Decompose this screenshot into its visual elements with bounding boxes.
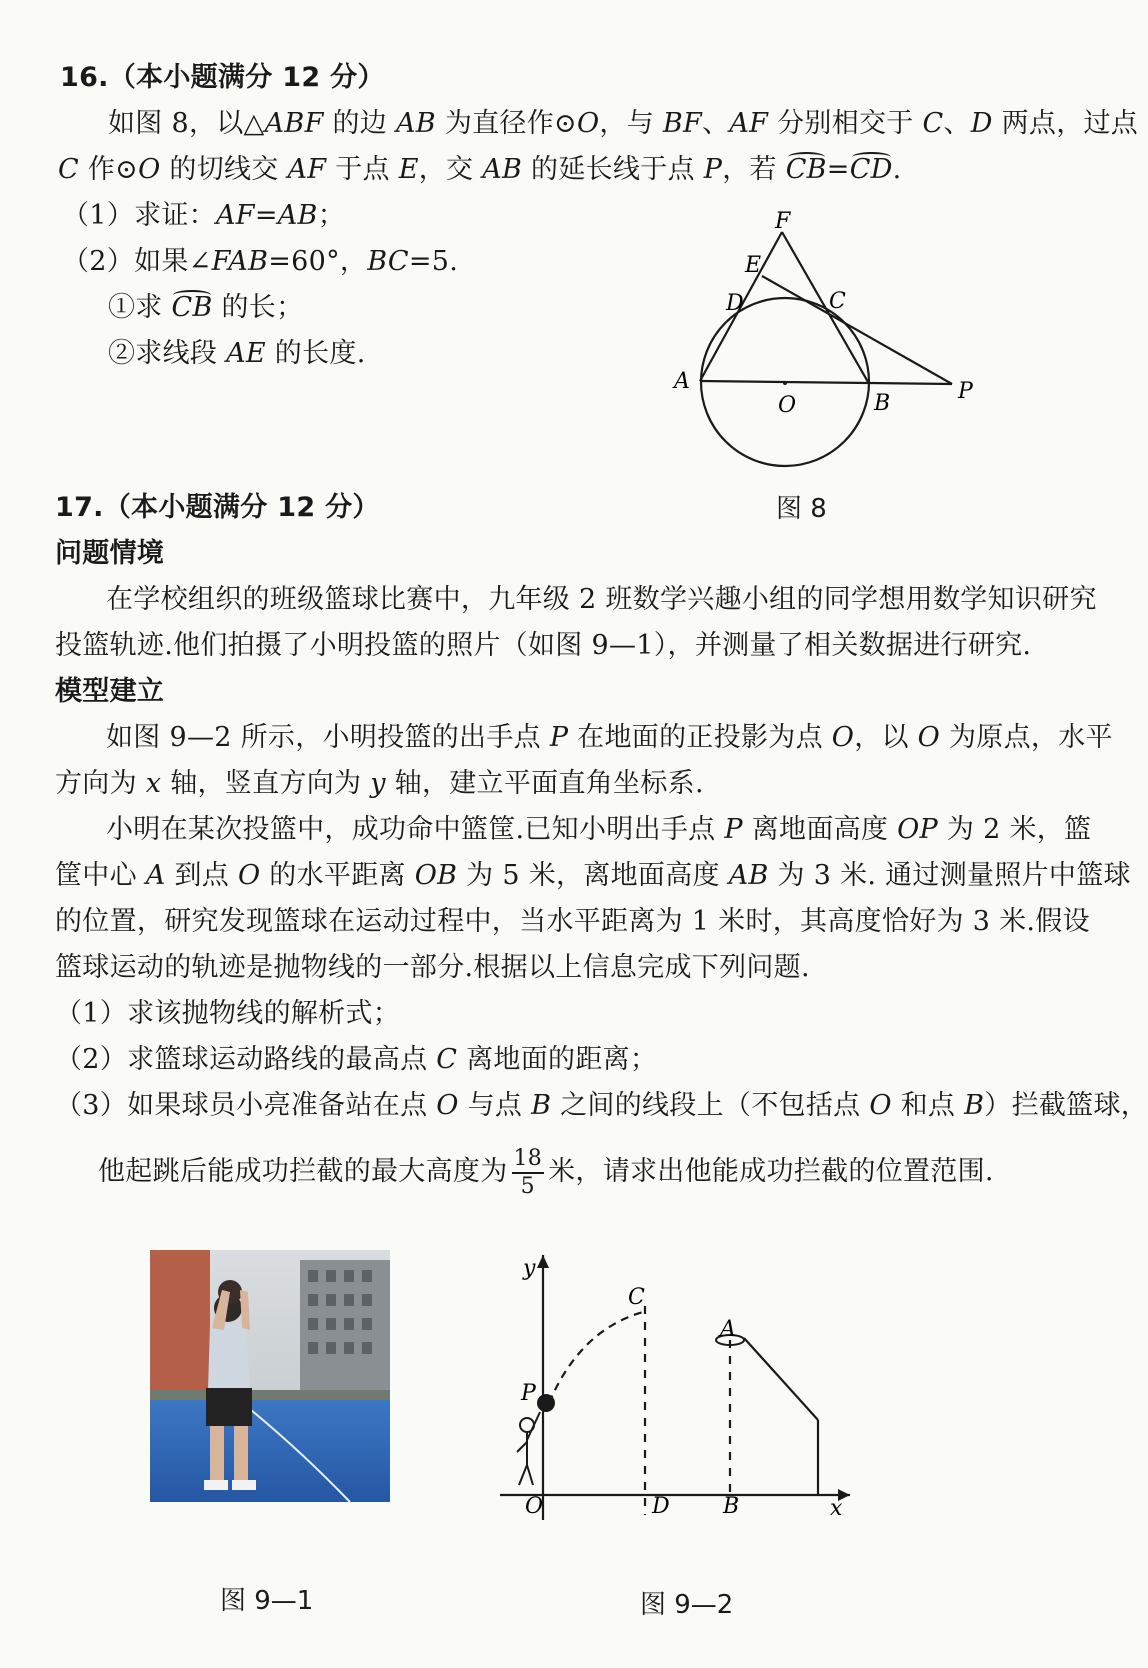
label-x: x <box>830 1496 843 1521</box>
court <box>150 1400 390 1502</box>
label-c: C <box>628 1285 645 1310</box>
var: ABF <box>264 108 324 139</box>
label-e: E <box>745 253 762 278</box>
text: ）拦截篮球， <box>984 1090 1148 1121</box>
label-o: O <box>778 393 797 418</box>
label-b: B <box>874 391 891 416</box>
var: O <box>138 154 161 185</box>
text: 为 2 米，篮 <box>938 814 1092 845</box>
label-y: y <box>523 1256 536 1281</box>
q17-model-line2 <box>55 764 704 804</box>
q17-header: 17.（本小题满分 12 分） <box>55 492 380 523</box>
text: =5. <box>408 246 459 277</box>
label-b: B <box>723 1494 740 1519</box>
label-f: F <box>775 209 791 234</box>
q17-context-line2: 投篮轨迹.他们拍摄了小明投篮的照片（如图 9—1），并测量了相关数据进行研究. <box>55 630 1032 661</box>
var: B <box>964 1090 985 1121</box>
text: 、 <box>702 108 730 139</box>
arc-cb: CB <box>171 288 212 328</box>
var: OB <box>414 860 458 891</box>
stick-figure <box>517 1412 540 1485</box>
arc-cb: CB <box>786 150 827 190</box>
fraction-18-5 <box>512 1146 545 1200</box>
q16-stem-line1 <box>108 104 1138 144</box>
text: （2）如果∠ <box>62 246 212 277</box>
q17-context-line1: 在学校组织的班级篮球比赛中，九年级 2 班数学兴趣小组的同学想用数学知识研究 <box>106 584 1097 615</box>
text: 在地面的正投影为点 <box>568 722 832 753</box>
figure-9-1-caption: 图 9—1 <box>220 1586 314 1616</box>
label-c: C <box>829 289 846 314</box>
figure-8-caption: 图 8 <box>776 494 827 524</box>
q16-part2 <box>62 242 458 282</box>
var: C <box>436 1044 458 1075</box>
center-dot <box>783 381 787 385</box>
text: 他起跳后能成功拦截的最大高度为 <box>98 1156 508 1187</box>
var: D <box>970 108 993 139</box>
q16-header: 16.（本小题满分 12 分） <box>60 62 385 93</box>
var: A <box>145 860 166 891</box>
q17-question1: （1）求该抛物线的解析式； <box>55 998 401 1029</box>
var: O <box>917 722 941 753</box>
text: （2）求篮球运动路线的最高点 <box>55 1044 437 1075</box>
label-a: A <box>720 1317 736 1342</box>
text: 到点 <box>165 860 238 891</box>
text: ②求线段 <box>108 338 227 369</box>
text: ； <box>317 200 345 231</box>
figure-8-diagram <box>660 205 980 465</box>
var: OP <box>897 814 939 845</box>
text: 方向为 <box>55 768 146 799</box>
q16-stem-line2 <box>58 150 902 190</box>
text: 作⊙ <box>78 154 139 185</box>
text: 的边 <box>323 108 396 139</box>
text: 的长； <box>212 292 304 323</box>
var: P <box>703 154 723 185</box>
figure-9-2-diagram <box>500 1245 843 1521</box>
var: AF <box>287 154 327 185</box>
text: = <box>826 154 850 185</box>
var: BC <box>367 246 409 277</box>
text: 的水平距离 <box>260 860 415 891</box>
var: y <box>370 768 386 799</box>
text: 如图 8，以△ <box>108 108 265 139</box>
label-p: P <box>958 379 973 404</box>
q16-part2-2 <box>108 334 366 374</box>
text: 离地面的距离； <box>457 1044 658 1075</box>
var: AF=AB <box>215 200 318 231</box>
text: ，与 <box>599 108 663 139</box>
text: 为 5 米，离地面高度 <box>457 860 729 891</box>
q17-model-line6: 篮球运动的轨迹是抛物线的一部分.根据以上信息完成下列问题. <box>55 952 810 983</box>
q17-question3 <box>55 1086 1148 1126</box>
text: （3）如果球员小亮准备站在点 <box>55 1090 437 1121</box>
figure-9-2-caption: 图 9—2 <box>640 1590 734 1620</box>
q17-model-line4 <box>55 856 1131 896</box>
text: 离地面高度 <box>742 814 898 845</box>
var: B <box>531 1090 552 1121</box>
text: ，若 <box>722 154 786 185</box>
text: 、 <box>943 108 971 139</box>
var: x <box>145 768 162 799</box>
label-o: O <box>525 1494 544 1519</box>
var: E <box>398 154 419 185</box>
text: 轴，建立平面直角坐标系. <box>385 768 704 799</box>
var: AB <box>482 154 523 185</box>
text: ，以 <box>854 722 918 753</box>
var: C <box>58 154 79 185</box>
text: 之间的线段上（不包括点 <box>551 1090 870 1121</box>
text: ，交 <box>418 154 483 185</box>
section-model-building: 模型建立 <box>55 676 165 707</box>
q17-model-line1 <box>106 718 1113 758</box>
y-axis-arrow <box>537 1255 549 1268</box>
q17-question2 <box>55 1040 657 1080</box>
text: . <box>892 154 902 185</box>
text: 的延长线于点 <box>522 154 704 185</box>
q17-model-line5: 的位置，研究发现篮球在运动过程中，当水平距离为 1 米时，其高度恰好为 3 米.假设 <box>55 906 1090 937</box>
numerator: 18 <box>512 1146 545 1174</box>
text: 两点，过点 <box>992 108 1139 139</box>
var: P <box>724 814 743 845</box>
side-fb <box>782 232 868 382</box>
text: 为原点，水平 <box>940 722 1113 753</box>
tangent-ep <box>762 276 952 384</box>
q16-part2-1 <box>108 288 303 328</box>
text: 的切线交 <box>160 154 288 185</box>
text: （1）求证： <box>62 200 216 231</box>
text: 米，请求出他能成功拦截的位置范围. <box>548 1156 994 1187</box>
text: ①求 <box>108 292 172 323</box>
text: 筐中心 <box>55 860 146 891</box>
text: 小明在某次投篮中，成功命中篮筐.已知小明出手点 <box>106 814 725 845</box>
label-p: P <box>521 1381 536 1406</box>
red-building <box>150 1250 210 1400</box>
var: BF <box>662 108 703 139</box>
ball-point-p <box>537 1394 555 1412</box>
line-ap <box>700 381 952 384</box>
section-problem-context: 问题情境 <box>55 538 165 569</box>
hoop-support-arm <box>744 1338 818 1420</box>
q16-part1 <box>62 196 345 236</box>
text: 和点 <box>891 1090 965 1121</box>
var: O <box>576 108 600 139</box>
denominator: 5 <box>520 1173 535 1199</box>
var: O <box>237 860 261 891</box>
var: AE <box>226 338 266 369</box>
figure-9-1-photo <box>150 1250 390 1502</box>
text: 的长度. <box>265 338 366 369</box>
trajectory-curve <box>549 1312 643 1403</box>
text: 与点 <box>458 1090 532 1121</box>
label-d: D <box>726 291 744 316</box>
text: 分别相交于 <box>768 108 923 139</box>
var: O <box>436 1090 459 1121</box>
var: O <box>831 722 855 753</box>
var: AB <box>395 108 436 139</box>
label-d: D <box>652 1494 670 1519</box>
q17-model-line3 <box>106 810 1091 850</box>
var: C <box>922 108 944 139</box>
var: FAB <box>211 246 269 277</box>
var: O <box>869 1090 892 1121</box>
text: =60°， <box>268 246 368 277</box>
text: 于点 <box>326 154 399 185</box>
text: 如图 9—2 所示，小明投篮的出手点 <box>106 722 550 753</box>
var: AB <box>728 860 769 891</box>
text: 为 3 米. 通过测量照片中篮球 <box>768 860 1131 891</box>
var: AF <box>729 108 769 139</box>
label-a: A <box>674 369 690 394</box>
arc-cd: CD <box>850 150 893 190</box>
var: P <box>549 722 569 753</box>
text: 为直径作⊙ <box>435 108 577 139</box>
text: 轴，竖直方向为 <box>161 768 371 799</box>
q17-question3-cont <box>98 1142 994 1202</box>
